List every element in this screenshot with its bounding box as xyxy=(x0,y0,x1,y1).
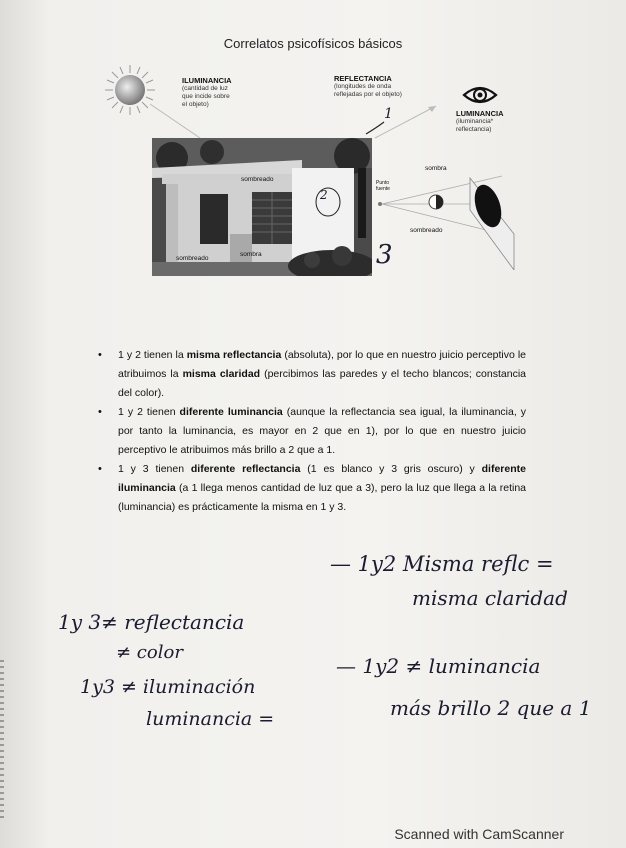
bullet-text: 1 y 2 tienen la xyxy=(118,349,187,361)
bullet-bold-text: misma claridad xyxy=(182,368,261,380)
bullet-text: (1 es blanco y 3 gris oscuro) y xyxy=(300,463,482,475)
photo-label-sombreado: sombreado xyxy=(241,176,274,183)
bullet-bold-text: misma reflectancia xyxy=(186,349,282,361)
handwritten-note-right-2: misma claridad xyxy=(412,586,568,610)
bullet-item xyxy=(94,460,526,517)
handwritten-note-left-3: 1y3 ≠ iluminación xyxy=(80,676,256,698)
handwritten-note-right-4: más brillo 2 que a 1 xyxy=(390,696,592,720)
shadow-diagram xyxy=(372,160,522,270)
photo-label-sombreado-bottom: sombreado xyxy=(176,255,209,262)
annotation-3: 3 xyxy=(376,240,393,270)
photo-label-sombra: sombra xyxy=(240,251,262,258)
bullet-text: (aunque la reflectancia sea igual, la iluminancia, y por tanto la luminancia, es mayor en 2 que en 1), por lo que en nuestro juicio perceptivo le atribuimos más brillo a 2 que a 1. xyxy=(118,406,527,456)
bullet-bold-text: diferente reflectancia xyxy=(190,463,301,475)
handwritten-note-left-1: 1y 3≠ reflectancia xyxy=(58,610,245,634)
bullet-item xyxy=(94,403,526,460)
bullet-bold-text: diferente luminancia xyxy=(179,406,283,418)
bullet-bold-text: diferente iluminancia xyxy=(118,463,526,494)
bullet-item xyxy=(94,346,526,403)
diagram-label-sombra: sombra xyxy=(425,165,447,172)
page-edge-marks xyxy=(0,660,4,820)
bullet-text: (absoluta), por lo que en nuestro juicio perceptivo le atribuimos la xyxy=(118,349,526,380)
annotation-2: 2 xyxy=(320,188,328,202)
scanner-watermark: Scanned with CamScanner xyxy=(394,826,564,842)
label-reflectancia: REFLECTANCIA (longitudes de onda reflejadas por el objeto) xyxy=(334,74,402,98)
handwritten-note-left-4: luminancia = xyxy=(146,708,275,730)
annotation-1: 1 xyxy=(384,106,393,122)
handwritten-note-right-3: — 1y2 ≠ luminancia xyxy=(336,654,541,678)
bullet-text: (a 1 llega menos cantidad de luz que a 3), pero la luz que llega a la retina (luminancia) es prácticamente la misma en 1 y 3. xyxy=(118,482,526,513)
bullet-list xyxy=(94,346,526,517)
annotation-1-mark xyxy=(362,108,402,138)
handwritten-note-left-2: ≠ color xyxy=(116,642,183,663)
bullet-text: 1 y 3 tienen xyxy=(118,463,191,475)
label-iluminancia: ILUMINANCIA (cantidad de luz que incide sobre el objeto) xyxy=(182,76,232,108)
diagram-label-punto-fuente: Punto fuente xyxy=(376,180,390,192)
label-luminancia: LUMINANCIA (iluminancia* reflectancia) xyxy=(456,109,504,133)
eye-icon xyxy=(462,84,498,106)
bullet-text: 1 y 2 tienen xyxy=(118,406,180,418)
page-title: Correlatos psicofísicos básicos xyxy=(223,36,403,51)
diagram-label-sombreado: sombreado xyxy=(410,227,443,234)
bullet-text: (percibimos las paredes y el techo blancos; constancia del color). xyxy=(118,368,527,399)
handwritten-note-right-1: — 1y2 Misma reflc = xyxy=(330,552,554,576)
